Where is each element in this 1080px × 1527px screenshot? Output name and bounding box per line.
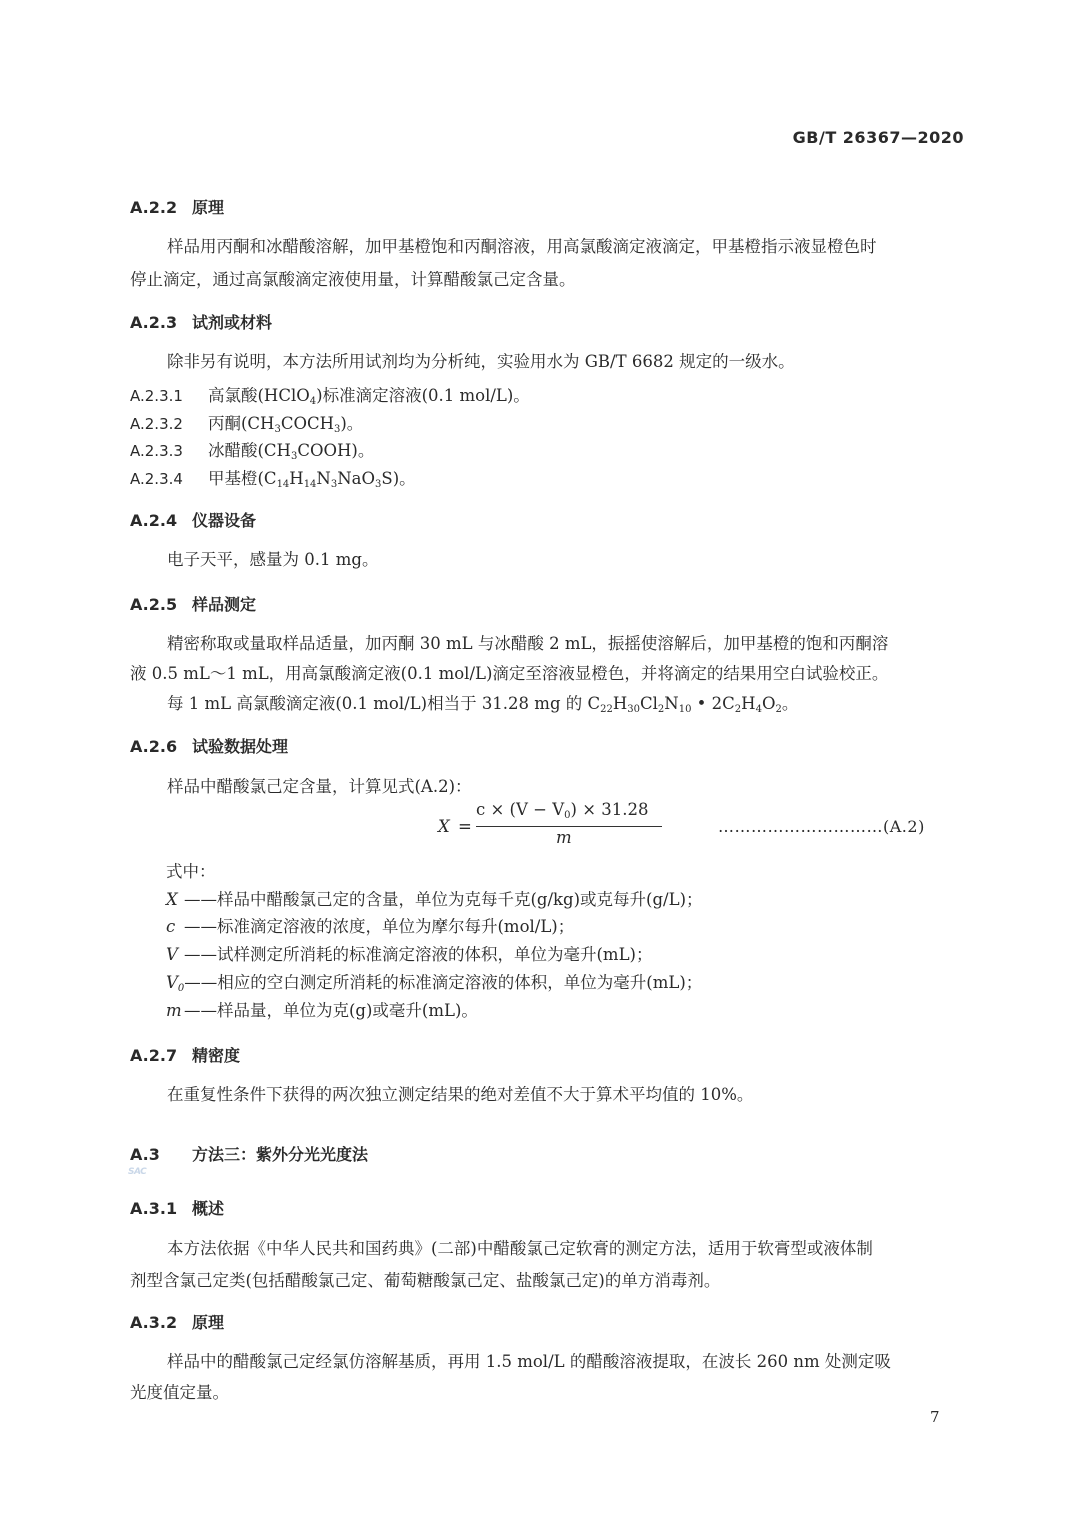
heading-number: A.2.5 — [130, 595, 178, 614]
formula-a2 — [438, 800, 668, 850]
heading-a222 — [130, 195, 224, 218]
variable-description: ——样品中醋酸氯己定的含量，单位为克每千克(g/kg)或克每升(g/L)； — [184, 890, 703, 909]
reagent-text: COOH)。 — [297, 441, 375, 460]
variable-description: ——试样测定所消耗的标准滴定溶液的体积，单位为毫升(mL)； — [184, 945, 653, 964]
reagent-text: N — [316, 469, 331, 488]
heading-title: 原理 — [192, 198, 225, 217]
subscript: 3 — [334, 424, 341, 435]
sac-watermark: SAC — [128, 1167, 147, 1177]
page-number: 7 — [930, 1408, 940, 1426]
heading-a225 — [130, 592, 256, 615]
variable-symbol — [166, 973, 184, 992]
reagent-item — [130, 437, 374, 461]
reagent-text: H — [289, 469, 304, 488]
reagent-number: A.2.3.2 — [130, 415, 183, 433]
variable-description: ——相应的空白测定所消耗的标准滴定溶液的体积，单位为毫升(mL)； — [184, 973, 703, 992]
heading-a31 — [130, 1196, 224, 1219]
subscript: 2 — [657, 704, 665, 715]
subscript: 3 — [274, 424, 281, 435]
variable-description: ——样品量，单位为克(g)或毫升(mL)。 — [184, 1001, 478, 1020]
reagent-text: S)。 — [381, 469, 416, 488]
paragraph-a32-line1: 样品中的醋酸氯己定经氯仿溶解基质，再用 1.5 mol/L 的醋酸溶液提取，在波长 260 nm 处测定吸 — [167, 1352, 891, 1371]
paragraph-a31-line1: 本方法依据《中华人民共和国药典》(二部)中醋酸氯己定软膏的测定方法，适用于软膏型或液体制 — [167, 1239, 873, 1258]
variable-description: ——标准滴定溶液的浓度，单位为摩尔每升(mol/L)； — [184, 917, 575, 936]
subscript: 4 — [755, 704, 762, 715]
reagent-number: A.2.3.4 — [130, 470, 183, 488]
variable-definition — [166, 969, 702, 993]
text-run: 每 1 mL 高氯酸滴定液(0.1 mol/L)相当于 31.28 mg 的 C — [167, 694, 601, 713]
reagent-text: 丙酮(CH — [208, 414, 275, 433]
paragraph-a227: 在重复性条件下获得的两次独立测定结果的绝对差值不大于算术平均值的 10%。 — [167, 1085, 754, 1104]
reagent-text: 冰醋酸(CH — [208, 441, 291, 460]
heading-a3 — [130, 1142, 368, 1165]
variable-symbol: X — [166, 890, 178, 909]
formula-denominator: m — [556, 828, 572, 847]
paragraph-a226-intro: 样品中醋酸氯己定含量，计算见式(A.2)： — [167, 777, 472, 796]
text-run: H — [741, 694, 756, 713]
subscript: 0 — [564, 810, 571, 821]
subscript: 2 — [734, 704, 742, 715]
heading-number: A.3 — [130, 1145, 160, 1164]
subscript: 22 — [600, 704, 613, 715]
variable-definition — [166, 941, 652, 965]
reagent-text: NaO — [337, 469, 376, 488]
text-run: H — [612, 694, 628, 713]
reagent-item — [130, 465, 416, 489]
heading-a224 — [130, 508, 256, 531]
paragraph-a223-intro: 除非另有说明，本方法所用试剂均为分析纯，实验用水为 GB/T 6682 规定的一级水。 — [167, 352, 795, 371]
heading-title: 精密度 — [192, 1046, 241, 1065]
heading-title: 试剂或材料 — [192, 313, 273, 332]
paragraph-a225-line1: 精密称取或量取样品适量，加丙酮 30 mL 与冰醋酸 2 mL，振摇使溶解后，加甲基橙的饱和丙酮溶 — [167, 634, 889, 653]
text-run: Cl — [639, 694, 658, 713]
subscript: 3 — [330, 479, 338, 490]
text-run: V — [166, 973, 178, 992]
formula-equals: = — [458, 817, 472, 836]
variable-definition — [166, 997, 478, 1021]
heading-title: 样品测定 — [192, 595, 257, 614]
heading-a223 — [130, 310, 272, 333]
paragraph-a31-line2: 剂型含氯己定类(包括醋酸氯己定、葡萄糖酸氯己定、盐酸氯己定)的单方消毒剂。 — [130, 1271, 721, 1290]
reagent-text: 甲基橙(C — [208, 469, 277, 488]
heading-number: A.2.3 — [130, 313, 178, 332]
heading-number: A.3.1 — [130, 1199, 178, 1218]
variable-symbol: m — [166, 1001, 182, 1020]
where-intro: 式中： — [166, 862, 216, 881]
formula-numerator — [476, 800, 649, 819]
heading-number: A.2.4 — [130, 511, 178, 530]
fraction-bar — [476, 826, 662, 827]
subscript: 0 — [177, 983, 185, 994]
text-run: c × (V − V — [476, 800, 565, 819]
heading-number: A.3.2 — [130, 1313, 178, 1332]
heading-title: 概述 — [192, 1199, 225, 1218]
variable-definition — [166, 886, 703, 910]
paragraph-a222-line2: 停止滴定，通过高氯酸滴定液使用量，计算醋酸氯己定含量。 — [130, 270, 576, 289]
heading-a226 — [130, 734, 288, 757]
reagent-text: 高氯酸(HClO — [208, 386, 310, 405]
reagent-item — [130, 382, 530, 406]
heading-number: A.2.7 — [130, 1046, 178, 1065]
variable-symbol: c — [166, 917, 176, 936]
heading-number: A.2.2 — [130, 198, 178, 217]
reagent-text: )标准滴定溶液(0.1 mol/L)。 — [316, 386, 530, 405]
formula-lhs: X — [438, 817, 450, 836]
reagent-number: A.2.3.1 — [130, 387, 183, 405]
heading-number: A.2.6 — [130, 737, 178, 756]
paragraph-a225-line2: 液 0.5 mL～1 mL，用高氯酸滴定液(0.1 mol/L)滴定至溶液显橙色，并将滴定的结果用空白试验校正。 — [130, 664, 889, 683]
text-run: ) × 31.28 — [570, 800, 649, 819]
heading-a227 — [130, 1043, 240, 1066]
text-run: 。 — [781, 694, 799, 713]
reagent-text: COCH — [280, 414, 334, 433]
subscript: 30 — [627, 704, 640, 715]
text-run: • 2C — [691, 694, 735, 713]
standard-number: GB/T 26367—2020 — [792, 128, 964, 147]
text-run: O — [761, 694, 776, 713]
heading-a32 — [130, 1310, 224, 1333]
subscript: 14 — [303, 479, 317, 490]
subscript: 3 — [290, 451, 298, 462]
subscript: 10 — [678, 704, 692, 715]
variable-definition — [166, 913, 574, 937]
subscript: 14 — [276, 479, 290, 490]
paragraph-a222-line1: 样品用丙酮和冰醋酸溶解，加甲基橙饱和丙酮溶液，用高氯酸滴定液滴定，甲基橙指示液显橙色时 — [167, 237, 877, 256]
paragraph-a32-line2: 光度值定量。 — [130, 1383, 229, 1402]
heading-title: 原理 — [192, 1313, 225, 1332]
heading-title: 方法三：紫外分光光度法 — [192, 1145, 369, 1164]
reagent-text: )。 — [340, 414, 364, 433]
text-run: N — [664, 694, 679, 713]
reagent-item — [130, 410, 363, 434]
formula-reference: …………………………(A.2) — [718, 817, 925, 836]
heading-title: 仪器设备 — [192, 511, 257, 530]
paragraph-a225-line3 — [130, 687, 968, 720]
subscript: 4 — [309, 396, 317, 407]
variable-symbol: V — [166, 945, 178, 964]
paragraph-a224: 电子天平，感量为 0.1 mg。 — [167, 550, 379, 569]
subscript: 2 — [775, 704, 782, 715]
heading-title: 试验数据处理 — [192, 737, 289, 756]
reagent-number: A.2.3.3 — [130, 442, 183, 460]
subscript: 3 — [375, 479, 382, 490]
